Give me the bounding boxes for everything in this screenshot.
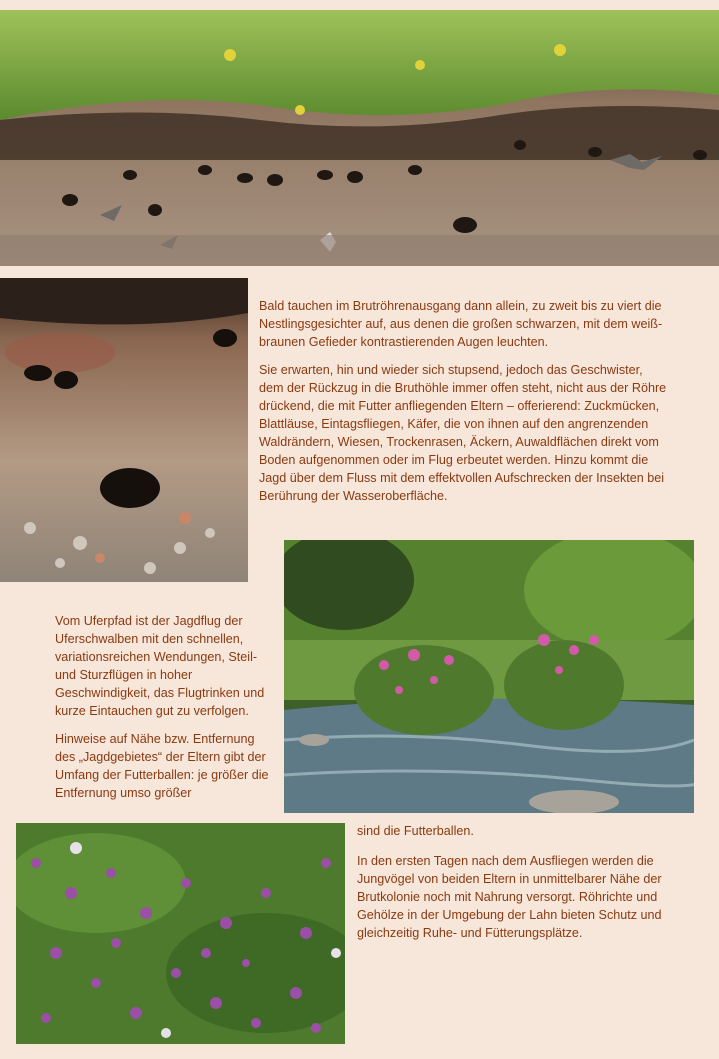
photo-river-lahn <box>284 540 694 813</box>
article-text-bottom <box>357 822 677 952</box>
paragraph: Hinweise auf Nähe bzw. Entfernung des „Jagdgebietes“ der Eltern gibt der Umfang der Futterballen: je größer die Entfernung umso größer <box>55 732 269 800</box>
paragraph: In den ersten Tagen nach dem Ausfliegen werden die Jungvögel von beiden Eltern in unmittelbarer Nähe der Brutkolonie noch mit Nahrung versorgt. Röhrichte und Gehölze in der Umgebung der Lahn bieten Schutz und gleichzeitig Ruhe- und Fütterungsplätze. <box>357 854 662 940</box>
article-text-middle <box>55 612 275 802</box>
paragraph: Vom Uferpfad ist der Jagdflug der Uferschwalben mit den schnellen, variationsreichen Wendungen, Steil- und Sturzflügen in hoher Geschwindigkeit, das Flugtrinken und kurze Eintauchen gut zu verfolgen. <box>55 614 265 718</box>
photo-wild-thyme <box>16 823 345 1044</box>
paragraph: Sie erwarten, hin und wieder sich stupsend, jedoch das Geschwister, dem der Rückzug in die Bruthöhle immer offen steht, nicht aus der Röhre drückend, die mit Futter anfliegenden Eltern – offerierend: Zuckmücken, Blattläuse, Eintagsfliegen, Käfer, die von ihnen auf den angrenzenden Waldrändern, Wiesen, Trockenrasen, Äckern, Auwaldflächen direkt vom Boden aufgenommen oder im Flug erbeutet werden. Hinzu kommt die Jagd über dem Fluss mit dem effektvollen Aufschrecken der Insekten bei Berührung der Wasseroberfläche. <box>259 363 667 503</box>
paragraph: Bald tauchen im Brutröhrenausgang dann allein, zu zweit bis zu viert die Nestlingsgesichter auf, aus denen die großen schwarzen, mit dem weiß-braunen Gefieder kontrastierenden Augen leuchten. <box>259 299 663 349</box>
photo-sand-martin-colony <box>0 10 719 266</box>
article-text-top <box>259 297 669 515</box>
paragraph: sind die Futterballen. <box>357 824 474 838</box>
photo-nest-holes <box>0 278 248 582</box>
